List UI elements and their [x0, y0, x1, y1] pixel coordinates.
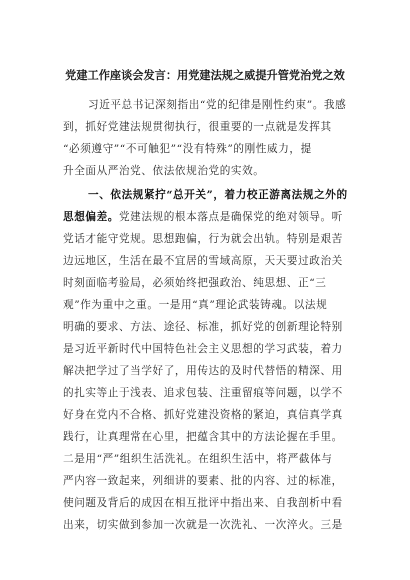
intro-line: 升全面从严治党、依法依规治党的实效。 — [63, 165, 265, 177]
section-heading-end: 思想偏差。 — [63, 211, 119, 223]
intro-line: 到，抓好党建法规贯彻执行，很重要的一点就是发挥其 — [63, 121, 332, 133]
intro-line: “必须遵守”“不可触犯”“没有特殊”的刚性威力，提 — [63, 143, 312, 155]
document-title: 党建工作座谈会发言：用党建法规之威提升管党治党之效 — [65, 68, 345, 82]
body-line: 出来，切实做到参加一次就是一次洗礼、一次淬火。三是 — [63, 519, 343, 531]
body-line: 的扎实等止于浅表、追求包装、注重留痕等问题，以学不 — [63, 387, 343, 399]
body-line: 使问题及背后的成因在相互批评中指出来、自我剖析中看 — [63, 497, 343, 509]
intro-line: 习近平总书记深刻指出“党的纪律是刚性约束”。我感 — [88, 99, 347, 111]
body-line: 是习近平新时代中国特色社会主义思想的学习武装，着力 — [63, 343, 343, 355]
section-heading: 一、依法规紧拧“总开关”，着力校正游离法规之外的 — [88, 189, 348, 201]
body-line: 严内容一致起来，列细讲的要素、批的内容、过的标准， — [63, 475, 343, 487]
body-line: 边远地区，生活在最不宜居的雪域高原，天天要过政治关 — [63, 255, 343, 267]
section-heading-continuation — [63, 211, 343, 224]
section-body-start: 党建法规的根本落点是确保党的绝对领导。听 — [118, 211, 343, 223]
body-line: 时刻面临考验局，必须始终把强政治、纯思想、正“三 — [63, 277, 327, 289]
body-line: 好身在党内不合格、抓好党建没资格的紧迫，真信真学真 — [63, 409, 343, 421]
body-line: 明确的要求、方法、途径、标准，抓好党的创新理论特别 — [63, 321, 343, 333]
body-line: 观”作为重中之重。一是用“真”理论武装铸魂。以法规 — [63, 299, 328, 311]
body-line: 党话才能守党规。思想跑偏，行为就会出轨。特别是艰苦 — [63, 233, 343, 245]
body-line: 二是用“严”组织生活洗礼。在组织生活中，将严截体与 — [63, 453, 333, 465]
body-line: 践行，让真理常在心里，把蕴含其中的方法论握在手里。 — [63, 431, 343, 443]
body-line: 解决把学过了当学好了，用传达的及时代替悟的精深、用 — [63, 365, 343, 377]
